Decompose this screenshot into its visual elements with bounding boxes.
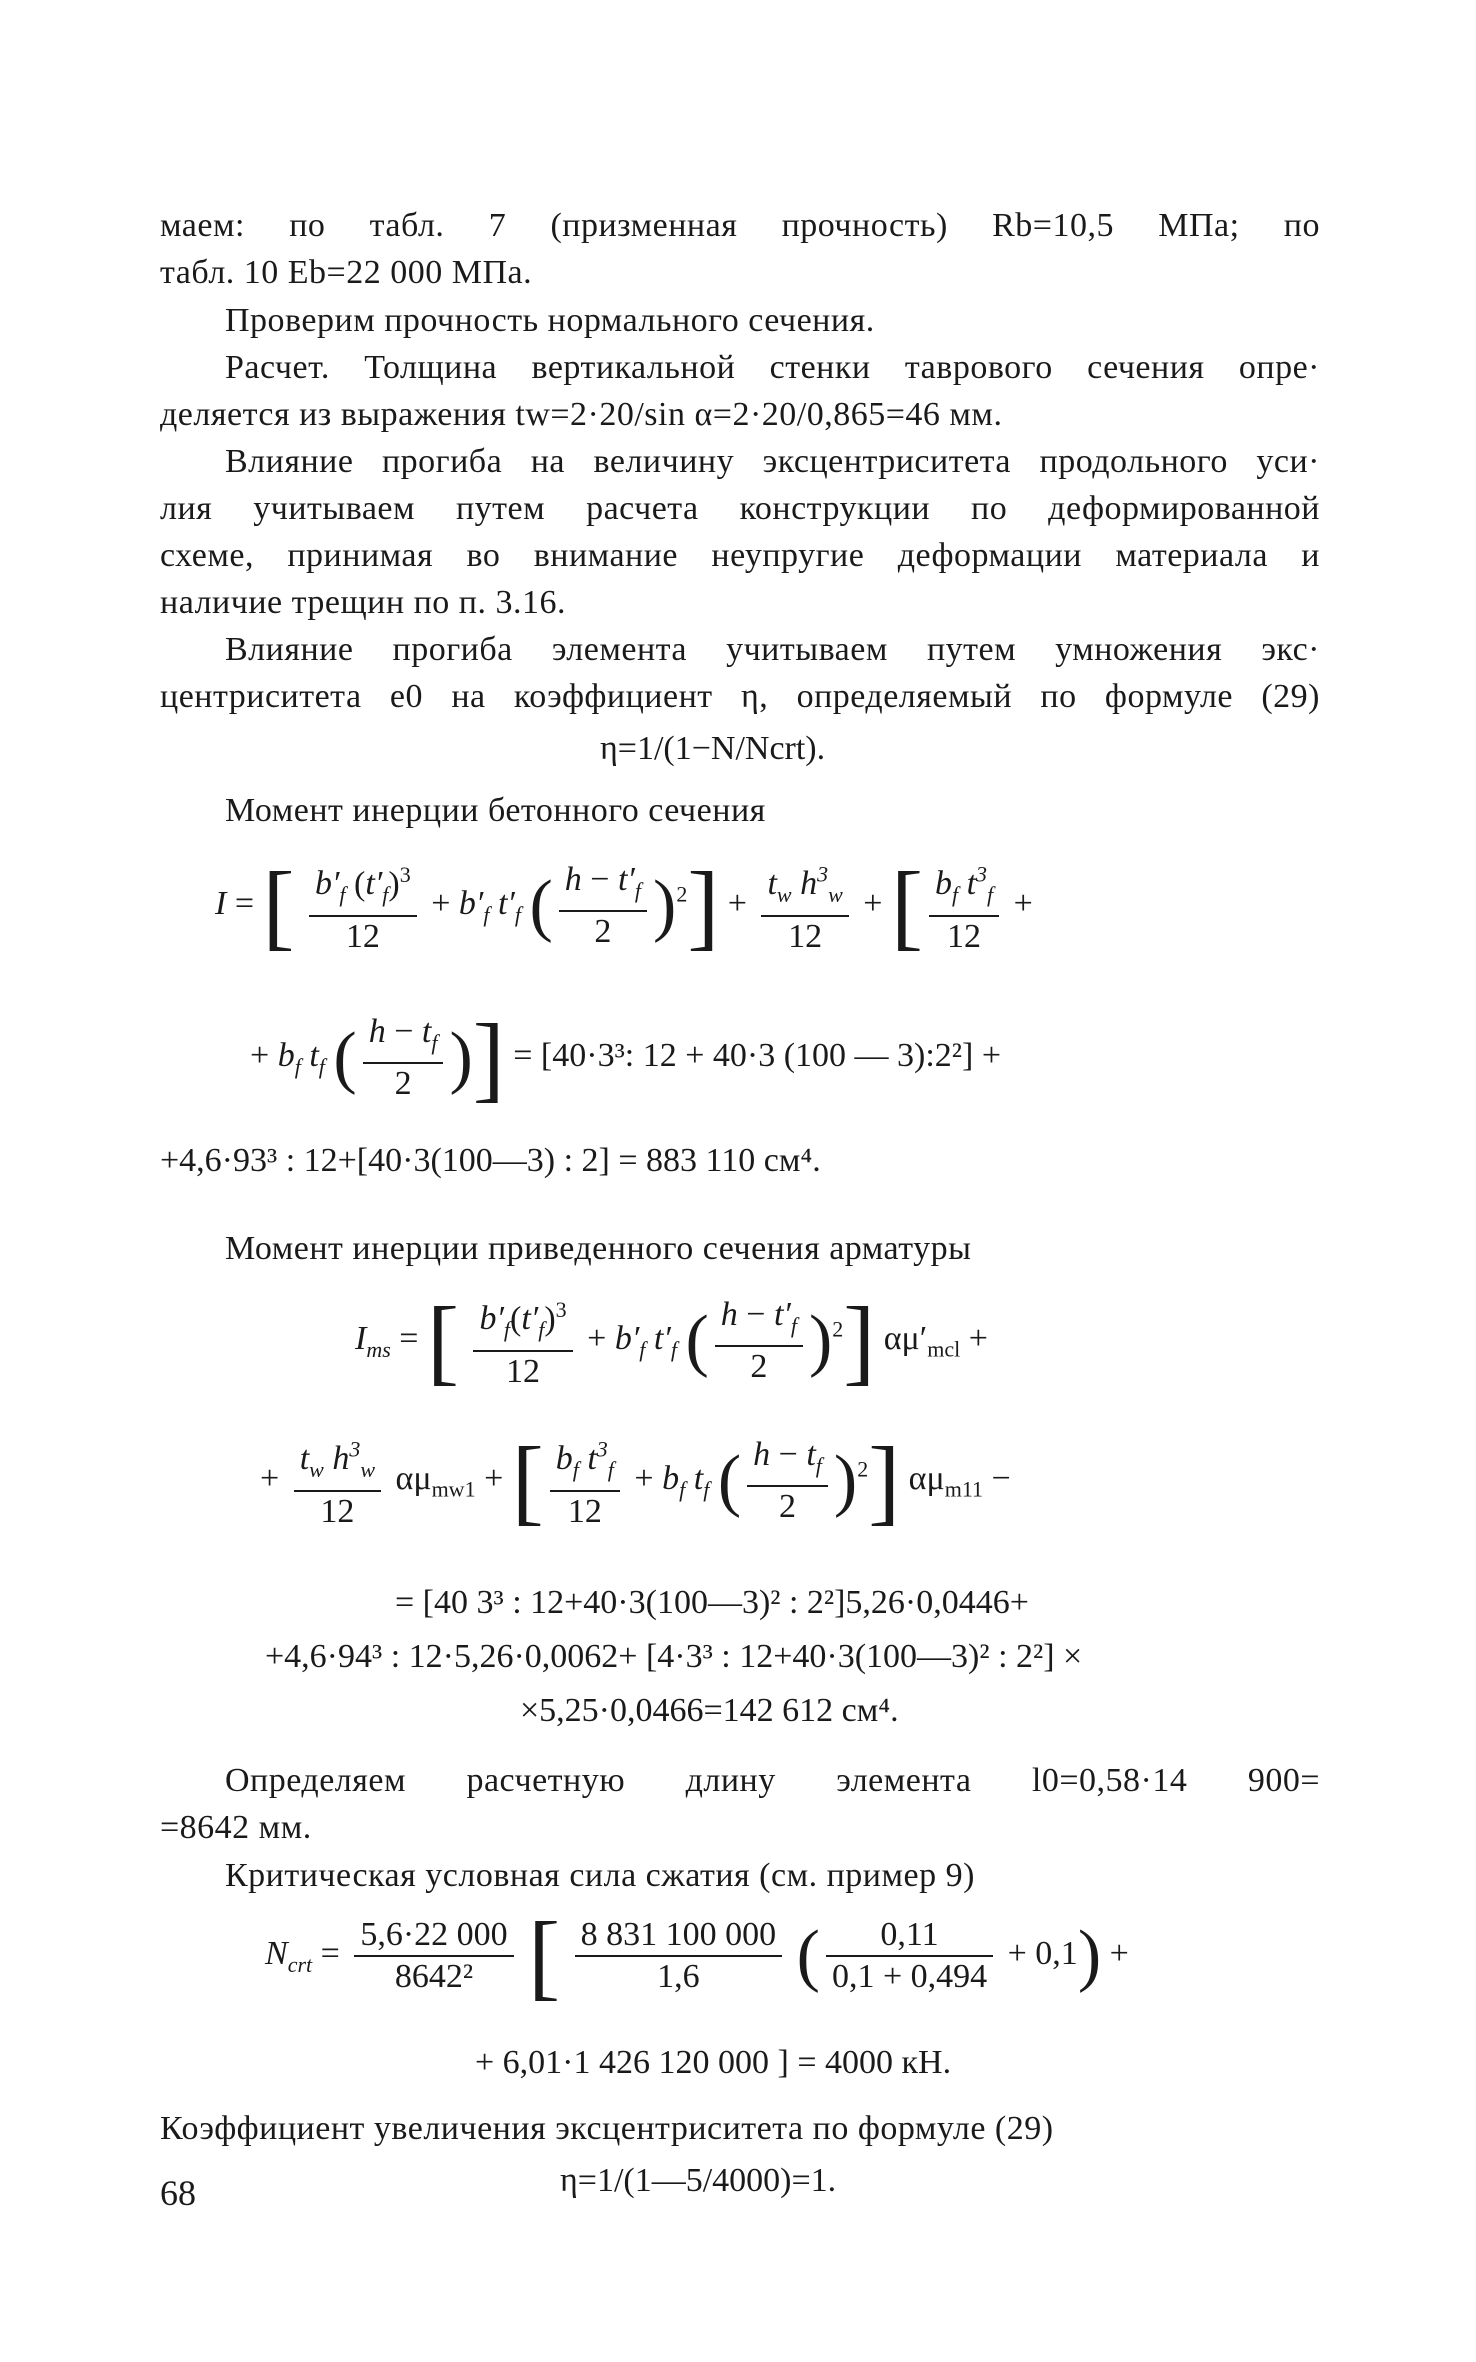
equation-inertia-rebar-line2: + $\frac{t_w h^3_w}{12}$ $\alpha\mu_{mw1}$ + [ $\frac{b_f t^3_f}{12}$ + $b_f$ $t_f$ ( $\frac{h - t_f}{2}$ )$^2$] $\alpha\mu_{m11}$ − — [260, 1427, 1011, 1535]
text-line: лия учитываем путем расчета конструкции по деформированной — [160, 490, 1320, 527]
text-line: табл. 10 Eb=22 000 МПа. — [160, 254, 533, 291]
text-line: Момент инерции бетонного сечения — [225, 792, 766, 829]
equation-inertia-rebar-line4: +4,6·94³ : 12·5,26·0,0062+ [4·3³ : 12+40·3(100—3)² : 2²] × — [265, 1638, 1083, 1675]
equation-inertia-numeric: = [40·3³: 12 + 40·3 (100 — 3):2²] + — [513, 1036, 1001, 1074]
equation-ncrt-line2: + 6,01·1 426 120 000 ] = 4000 кН. — [475, 2044, 952, 2081]
equation-ncrt-line1: $N_{crt}$ = $\frac{5,6\cdot 22 000}{\text{8642²}}$ [ $\frac{8 831 100 000}{1,6}$ ( $\frac{0,11}{0,1 + 0,494}$ + 0,1) + — [265, 1902, 1129, 2009]
equation-inertia-rebar-line1: $I_{ms}$ = [ $\frac{b'_f(t'_f)^3}{12}$ + $b'_f$ $t'_f$ ( $\frac{h - t'_f}{2}$ )$^2$] $\alpha\mu'_{mcl}$ + — [355, 1287, 988, 1395]
equation-eta-result: η=1/(1—5/4000)=1. — [560, 2162, 837, 2199]
text-line: =8642 мм. — [160, 1809, 312, 1846]
equation-inertia-line3: +4,6·93³ : 12+[40·3(100—3) : 2] = 883 110 см⁴. — [160, 1142, 821, 1179]
equation-eta: η=1/(1−N/Ncrt). — [600, 730, 826, 767]
equation-inertia-rebar-line5: ×5,25·0,0466=142 612 см⁴. — [520, 1692, 899, 1729]
equation-inertia-line1: I = [ $\frac{b'_f (t'_f)^3}{12}$ + $b'_f$ $t'_f$ ( $\frac{h - t'_f}{2}$ )$^2$] + $\frac{t_w h^3_w}{12}$ + [ $\frac{b_f t^3_f}{12}$ + — [215, 852, 1033, 960]
text-line: маем: по табл. 7 (призменная прочность) Rb=10,5 МПа; по — [160, 207, 1320, 244]
text-line: наличие трещин по п. 3.16. — [160, 584, 566, 621]
text-line: схеме, принимая во внимание неупругие деформации материала и — [160, 537, 1320, 574]
page-number: 68 — [160, 2173, 196, 2213]
equation-inertia-rebar-line3: = [40 3³ : 12+40·3(100—3)² : 2²]5,26·0,0446+ — [395, 1584, 1029, 1621]
text-line: Влияние прогиба элемента учитываем путем умножения экс· — [225, 631, 1320, 668]
text-line: Коэффициент увеличения эксцентриситета по формуле (29) — [160, 2110, 1054, 2147]
text-line: деляется из выражения tw=2·20/sin α=2·20/0,865=46 мм. — [160, 396, 1003, 433]
text-line: Влияние прогиба на величину эксцентриситета продольного уси· — [225, 443, 1320, 480]
text-line: Момент инерции приведенного сечения арматуры — [225, 1230, 972, 1267]
text-line: Проверим прочность нормального сечения. — [225, 302, 875, 339]
text-line: Критическая условная сила сжатия (см. пример 9) — [225, 1857, 975, 1894]
text-line: центриситета e0 на коэффициент η, определяемый по формуле (29) — [160, 678, 1320, 715]
equation-inertia-line2: + $b_f$ $t_f$ ( $\frac{h - t_f}{2}$ )] = [40·3³: 12 + 40·3 (100 — 3):2²] + — [250, 1004, 1001, 1111]
text-line: Определяем расчетную длину элемента l0=0,58·14 900= — [225, 1762, 1320, 1799]
text-line: Расчет. Толщина вертикальной стенки таврового сечения опре· — [225, 349, 1320, 386]
